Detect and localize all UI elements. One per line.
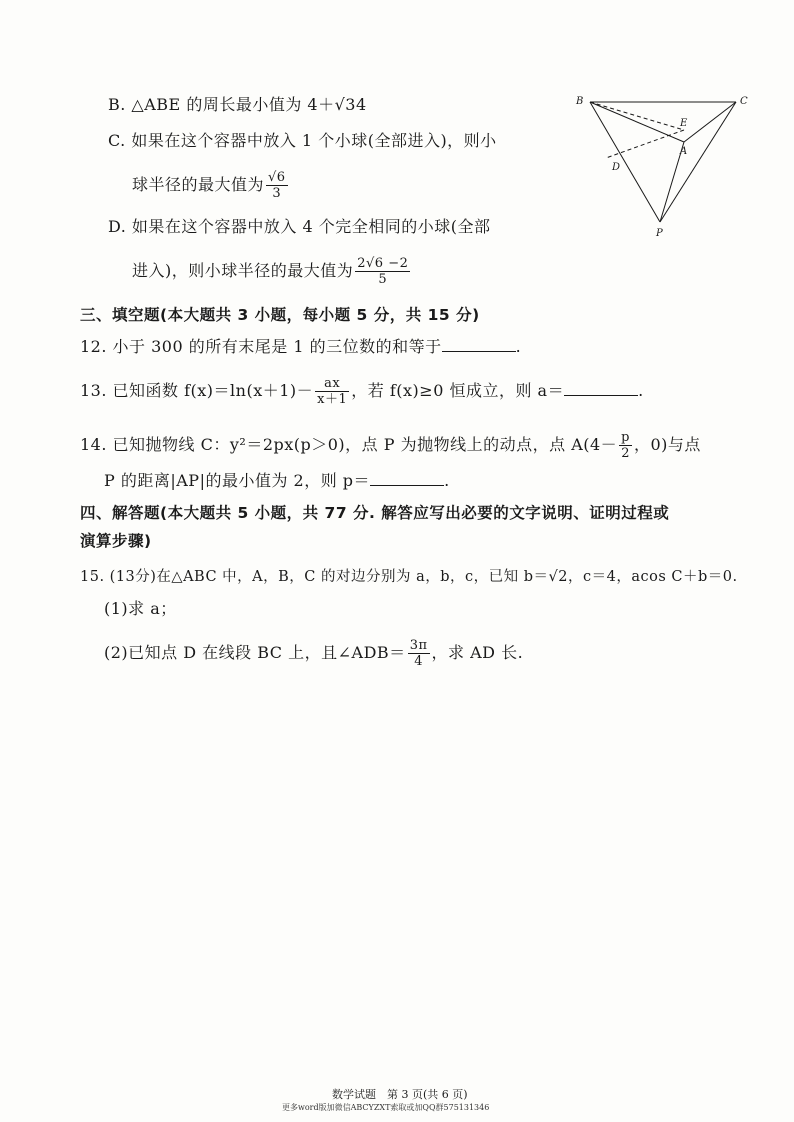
option-d-text: 进入)，则小球半径的最大值为 — [132, 261, 354, 280]
edge-ca — [684, 102, 736, 142]
section-4-heading-line1: 四、解答题(本大题共 5 小题，共 77 分. 解答应写出必要的文字说明、证明过程或 — [80, 504, 670, 522]
option-b: B. △ABE 的周长最小值为 4＋√34 — [108, 95, 367, 114]
page-footer: 数学试题 第 3 页(共 6 页) — [332, 1088, 468, 1101]
q13-fraction: $\frac{ax}{x+1}$ — [317, 376, 348, 407]
option-c-fraction: $\frac{√6}{3}$ — [268, 170, 286, 201]
edge-cp — [660, 102, 736, 222]
question-15-stem: 15. (13分)在△ABC 中，A，B，C 的对边分别为 a，b，c，已知 b＝√2，c＝4，acos C＋b＝0. — [80, 569, 738, 585]
label-p: P — [656, 228, 663, 239]
question-15-part1: (1)求 a； — [104, 599, 177, 618]
section-3-heading: 三、填空题(本大题共 3 小题，每小题 5 分，共 15 分) — [80, 306, 480, 324]
q14-answer-blank[interactable] — [370, 471, 444, 486]
section-4-heading-line2: 演算步骤) — [80, 532, 152, 550]
edge-bp — [590, 102, 660, 222]
q15-fraction: $\frac{3\pi}{4}$ — [409, 638, 428, 669]
label-a: A — [680, 146, 688, 157]
label-c: C — [740, 96, 748, 107]
edge-ba — [590, 102, 684, 142]
option-c-line1: C. 如果在这个容器中放入 1 个小球(全部进入)，则小 — [108, 131, 497, 150]
option-c-text: 球半径的最大值为 — [132, 175, 265, 194]
label-d: D — [612, 162, 621, 173]
q13-answer-blank[interactable] — [564, 381, 638, 396]
pyramid-figure — [572, 90, 758, 240]
q15-part2-suffix: ，求 AD 长. — [431, 643, 524, 662]
q14-prefix: 14. 已知抛物线 C：y²＝2px(p＞0)，点 P 为抛物线上的动点，点 A(4－ — [80, 435, 618, 454]
question-12: 12. 小于 300 的所有末尾是 1 的三位数的和等于 . — [80, 337, 522, 356]
question-15-part2 — [104, 638, 523, 669]
q12-answer-blank[interactable] — [442, 337, 516, 352]
footer-note: 更多word版加微信ABCYZXT索取或加QQ群575131346 — [282, 1103, 490, 1112]
label-b: B — [576, 96, 584, 107]
question-13: 13. 已知函数 f(x)＝ln(x＋1)－ $\frac{ax}{x+1}$ ，若 f(x)≥0 恒成立，则 a＝ . — [80, 376, 644, 407]
label-e: E — [680, 118, 688, 129]
option-d-line2 — [132, 256, 412, 287]
q14-suffix: ，0)与点 — [634, 435, 701, 454]
option-d-fraction: $\frac{2√6 -2}{5}$ — [357, 256, 409, 287]
option-d-line1: D. 如果在这个容器中放入 4 个完全相同的小球(全部 — [108, 217, 491, 236]
q14-line2-text: P 的距离|AP|的最小值为 2，则 p＝ — [104, 471, 371, 490]
option-c-line2 — [132, 170, 290, 201]
q15-part2-prefix: (2)已知点 D 在线段 BC 上，且∠ADB＝ — [104, 643, 406, 662]
edge-de — [606, 130, 684, 158]
q12-text: 12. 小于 300 的所有末尾是 1 的三位数的和等于 — [80, 337, 442, 356]
q14-fraction: $\frac{p}{2}$ — [621, 430, 630, 461]
question-14-line1 — [80, 430, 701, 461]
question-14-line2: P 的距离|AP|的最小值为 2，则 p＝ . — [104, 471, 450, 490]
q13-prefix: 13. 已知函数 f(x)＝ln(x＋1)－ — [80, 381, 314, 400]
q13-suffix: ，若 f(x)≥0 恒成立，则 a＝ — [351, 381, 565, 400]
